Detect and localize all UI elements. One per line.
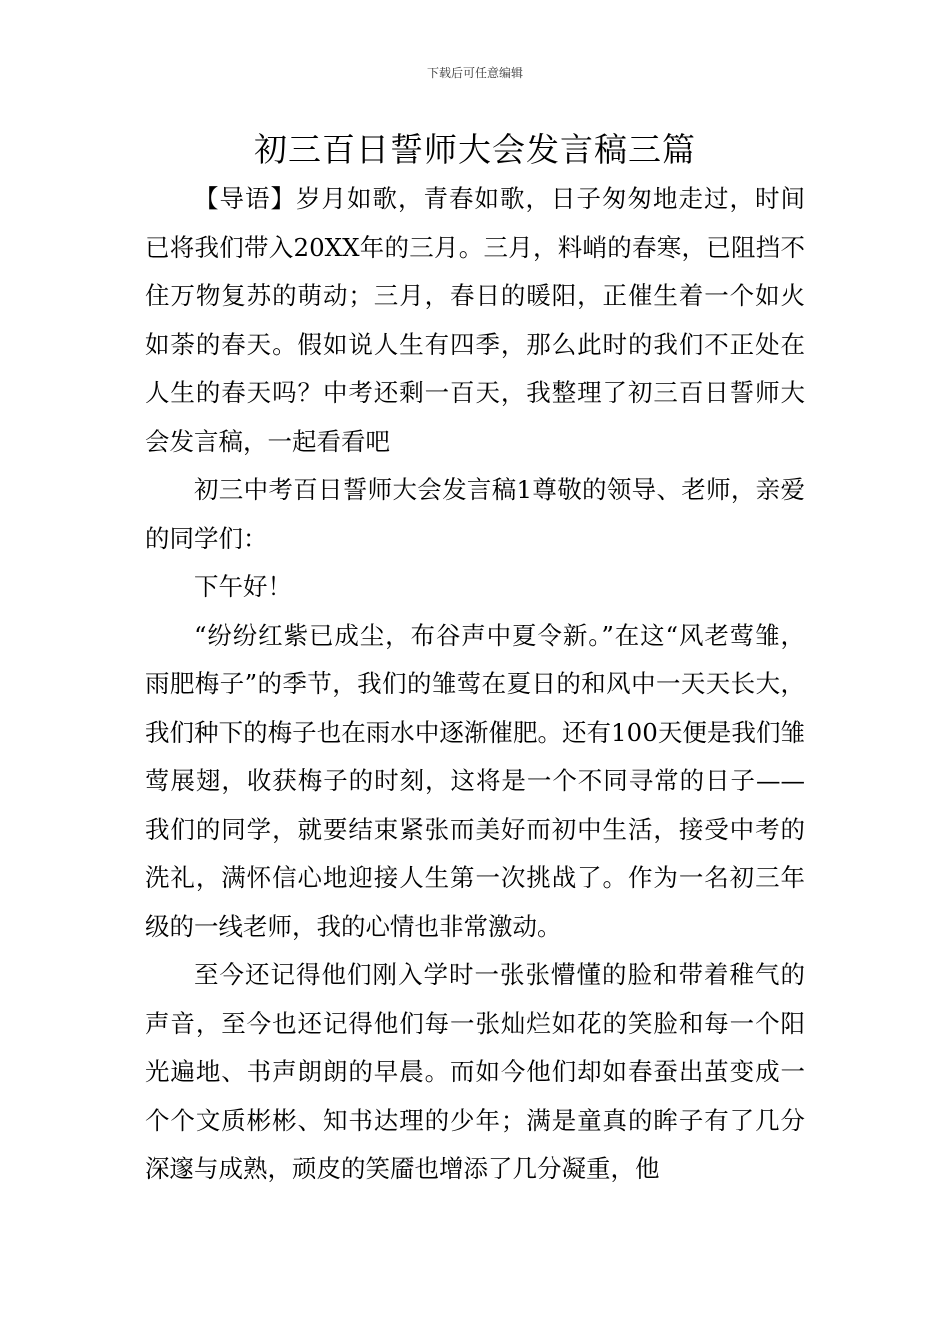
paragraph-intro: 【导语】岁月如歌，青春如歌，日子匆匆地走过，时间已将我们带入20XX年的三月。三月，料峭的春寒，已阻挡不住万物复苏的萌动；三月，春日的暖阳，正催生着一个如火如荼的春天。假如说人生有四季，那么此时的我们不正处在人生的春天吗？中考还剩一百天，我整理了初三百日誓师大会发言稿，一起看看吧 [145, 184, 805, 456]
header-note: 下载后可任意编辑 [426, 66, 523, 80]
document-title: 初三百日誓师大会发言稿三篇 [254, 130, 696, 169]
paragraph-body-2: 至今还记得他们刚入学时一张张懵懂的脸和带着稚气的声音，至今也还记得他们每一张灿烂如花的笑脸和每一个阳光遍地、书声朗朗的早晨。而如今他们却如春蚕出茧变成一个个文质彬彬、知书达理的少年；满是童真的眸子有了几分深邃与成熟，顽皮的笑靥也增添了几分凝重，他 [145, 960, 805, 1183]
paragraph-body-1: “纷纷红紫已成尘，布谷声中夏令新。”在这“风老莺雏，雨肥梅子”的季节，我们的雏莺在夏日的和风中一天天长大，我们种下的梅子也在雨水中逐渐催肥。还有100天便是我们雏莺展翅，收获梅子的时刻，这将是一个不同寻常的日子——我们的同学，就要结束紧张而美好而初中生活，接受中考的洗礼，满怀信心地迎接人生第一次挑战了。作为一名初三年级的一线老师，我的心情也非常激动。 [145, 620, 805, 941]
paragraph-salutation: 初三中考百日誓师大会发言稿1尊敬的领导、老师，亲爱的同学们： [145, 475, 805, 553]
document-body [145, 175, 805, 1194]
paragraph-greeting: 下午好！ [194, 572, 292, 601]
